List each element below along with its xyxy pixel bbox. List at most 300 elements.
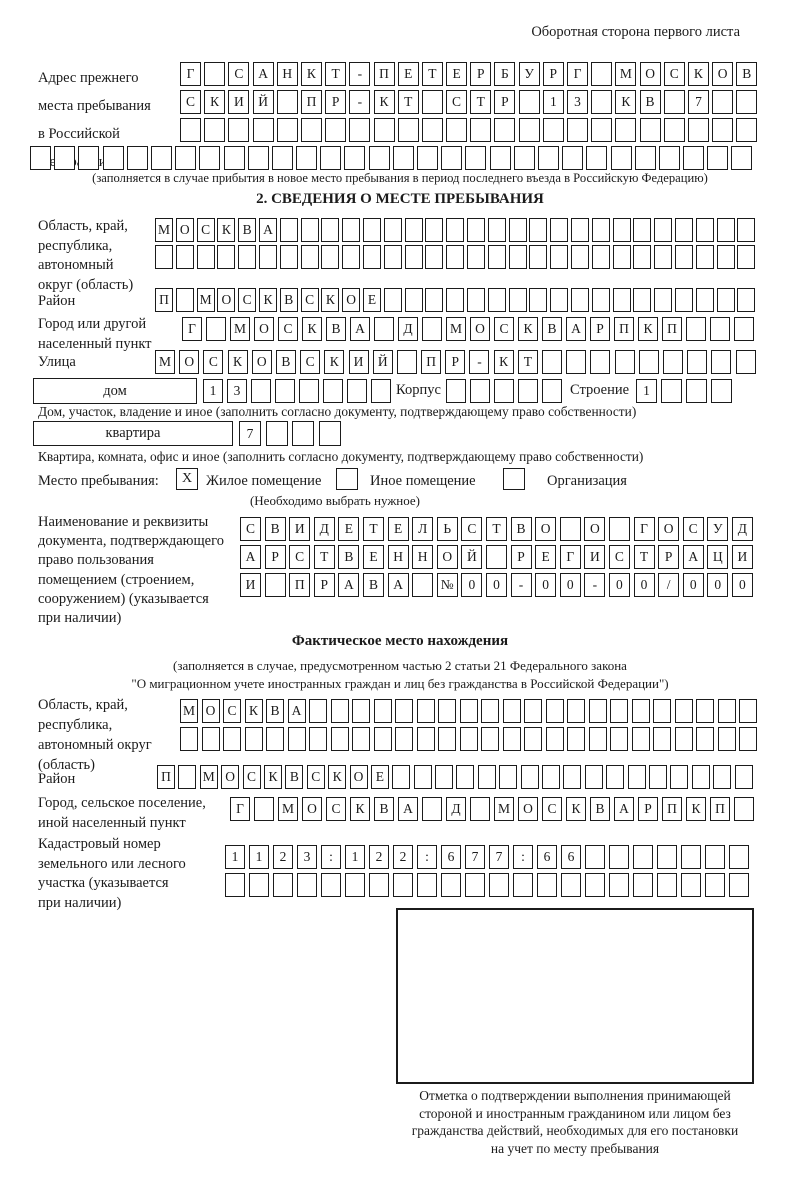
char-cell: Й [373,350,393,374]
char-cell [632,727,650,751]
char-cell [717,245,735,269]
mesto-option-inoe-label: Иное помещение [370,473,476,489]
char-cell [331,727,349,751]
fact-oblast-row-2 [180,727,761,751]
stamp-box [396,908,754,1084]
char-cell: К [259,288,277,312]
char-cell: С [301,288,319,312]
char-cell [696,245,714,269]
char-cell [374,118,395,142]
char-cell [524,699,542,723]
char-cell: 0 [732,573,753,597]
char-cell [542,379,562,403]
char-cell [592,218,610,242]
s2-gorod-label [38,314,152,354]
char-cell [393,146,414,170]
char-cell: М [446,317,466,341]
char-cell: О [202,699,220,723]
char-cell: Д [314,517,335,541]
char-cell [384,218,402,242]
char-cell: У [519,62,540,86]
char-cell: 0 [486,573,507,597]
char-cell: А [388,573,409,597]
char-cell: С [197,218,215,242]
kadastr-label [38,835,186,913]
char-cell: 6 [561,845,581,869]
label-line: в Российской [38,126,120,142]
char-cell: 0 [683,573,704,597]
char-cell: Д [446,797,466,821]
char-cell [405,245,423,269]
char-cell [664,90,685,114]
char-cell: О [535,517,556,541]
char-cell: П [614,317,634,341]
char-cell: / [658,573,679,597]
stamp-caption [365,1087,785,1157]
s2-gorod-row [182,317,758,341]
char-cell [737,245,755,269]
char-cell [273,873,293,897]
label-line: Область, край, [38,697,128,713]
s2-ulitsa-row [155,350,760,374]
char-cell [649,765,667,789]
char-cell [670,765,688,789]
char-cell [412,573,433,597]
char-cell [206,317,226,341]
char-cell [417,873,437,897]
char-cell [175,146,196,170]
char-cell [529,288,547,312]
char-cell: 1 [345,845,365,869]
kvartira-note: Квартира, комната, офис и иное (заполнить согласно документу, подтверждающему право собственности) [38,449,644,464]
char-cell: К [321,288,339,312]
char-cell [417,146,438,170]
char-cell [199,146,220,170]
char-cell: С [228,62,249,86]
char-cell [731,146,752,170]
char-cell [591,90,612,114]
char-cell: И [240,573,261,597]
char-cell: С [180,90,201,114]
char-cell: Д [398,317,418,341]
stroenie-cells [636,379,736,403]
char-cell: 2 [273,845,293,869]
char-cell: В [640,90,661,114]
char-cell: В [374,797,394,821]
char-cell [223,727,241,751]
char-cell: 0 [461,573,482,597]
char-cell [470,118,491,142]
char-cell: С [307,765,325,789]
label-line: сооружением) (указывается [38,590,209,607]
doc-row-2 [240,545,756,569]
char-cell [319,421,341,446]
char-cell: И [349,350,369,374]
char-cell [609,845,629,869]
char-cell [633,288,651,312]
char-cell: 0 [634,573,655,597]
char-cell [280,218,298,242]
mesto-checkbox-org [503,468,525,490]
char-cell [562,146,583,170]
char-cell [729,845,749,869]
s2-oblast-row-1 [155,218,758,242]
char-cell [711,350,731,374]
char-cell [414,765,432,789]
char-cell [518,379,538,403]
label-line: на учет по месту пребывания [490,1140,660,1156]
char-cell [521,765,539,789]
char-cell [460,699,478,723]
char-cell [435,765,453,789]
char-cell: : [513,845,533,869]
char-cell [736,118,757,142]
char-cell: П [374,62,395,86]
char-cell: 1 [543,90,564,114]
char-cell [398,118,419,142]
char-cell [585,765,603,789]
char-cell: С [240,517,261,541]
prev-address-row-4 [30,146,756,170]
char-cell: П [289,573,310,597]
label-line: участка (указывается [38,875,169,891]
char-cell: И [732,545,753,569]
char-cell [417,727,435,751]
doc-row-3 [240,573,756,597]
char-cell: П [155,288,173,312]
char-cell: П [662,317,682,341]
char-cell [729,873,749,897]
mesto-note: (Необходимо выбрать нужное) [249,493,421,508]
char-cell: О [217,288,235,312]
char-cell [591,118,612,142]
char-cell: - [469,350,489,374]
char-cell [490,146,511,170]
char-cell: И [228,90,249,114]
char-cell [675,699,693,723]
char-cell [737,288,755,312]
char-cell [524,727,542,751]
char-cell: Г [180,62,201,86]
char-cell: В [363,573,384,597]
char-cell [301,118,322,142]
char-cell [654,218,672,242]
char-cell: А [683,545,704,569]
char-cell [323,379,343,403]
char-cell [737,218,755,242]
char-cell [299,379,319,403]
label-line: Область, край, [38,218,128,234]
char-cell [711,379,732,403]
label-line: населенный пункт [38,336,152,352]
char-cell: Б [494,62,515,86]
char-cell: К [615,90,636,114]
char-cell: М [180,699,198,723]
char-cell: К [228,350,248,374]
char-cell [320,146,341,170]
char-cell [717,288,735,312]
section2-title: 2. СВЕДЕНИЯ О МЕСТЕ ПРЕБЫВАНИЯ [256,191,544,207]
char-cell: Т [325,62,346,86]
char-cell: О [350,765,368,789]
char-cell [542,350,562,374]
dom-box: дом [33,378,197,404]
char-cell [465,873,485,897]
mesto-option-org-label: Организация [547,473,627,489]
char-cell: Р [470,62,491,86]
char-cell: П [710,797,730,821]
char-cell: Т [634,545,655,569]
char-cell: № [437,573,458,597]
char-cell: 7 [489,845,509,869]
char-cell [54,146,75,170]
char-cell: О [658,517,679,541]
char-cell: С [683,517,704,541]
char-cell: А [259,218,277,242]
char-cell [217,245,235,269]
char-cell [710,317,730,341]
char-cell [692,765,710,789]
char-cell [550,218,568,242]
char-cell [657,873,677,897]
char-cell: М [155,218,173,242]
char-cell [566,350,586,374]
char-cell [176,288,194,312]
char-cell [591,62,612,86]
label-line: иной населенный пункт [38,815,186,831]
char-cell [488,245,506,269]
char-cell: В [590,797,610,821]
char-cell: А [398,797,418,821]
char-cell: П [662,797,682,821]
char-cell [467,245,485,269]
char-cell [344,146,365,170]
char-cell: С [289,545,310,569]
char-cell: М [200,765,218,789]
char-cell [590,350,610,374]
char-cell [538,146,559,170]
char-cell: Р [638,797,658,821]
stroenie-label: Строение [570,382,630,398]
char-cell [441,146,462,170]
char-cell: Т [518,350,538,374]
char-cell: О [584,517,605,541]
char-cell: : [417,845,437,869]
char-cell [275,379,295,403]
char-cell [717,218,735,242]
char-cell [259,245,277,269]
char-cell [397,350,417,374]
char-cell [422,317,442,341]
char-cell: К [245,699,263,723]
char-cell: К [374,90,395,114]
char-cell [592,245,610,269]
label-line: документа, подтверждающего [38,533,224,550]
char-cell [550,245,568,269]
char-cell [610,699,628,723]
char-cell [265,573,286,597]
char-cell [543,118,564,142]
char-cell [519,118,540,142]
char-cell [718,727,736,751]
char-cell [331,699,349,723]
char-cell: С [278,317,298,341]
label-line: автономный округ [38,737,152,753]
char-cell [585,845,605,869]
char-cell: К [204,90,225,114]
mesto-checkbox-zhiloe: X [176,468,198,490]
char-cell [422,90,443,114]
char-cell: В [736,62,757,86]
char-cell [321,873,341,897]
char-cell [571,218,589,242]
char-cell: Д [732,517,753,541]
char-cell [374,727,392,751]
char-cell [705,845,725,869]
char-cell: 7 [465,845,485,869]
char-cell: О [221,765,239,789]
char-cell: 7 [688,90,709,114]
char-cell [686,317,706,341]
char-cell [446,245,464,269]
char-cell [369,146,390,170]
char-cell [696,727,714,751]
char-cell: М [197,288,215,312]
char-cell [688,118,709,142]
char-cell [481,727,499,751]
char-cell: Р [265,545,286,569]
char-cell: М [615,62,636,86]
char-cell [563,765,581,789]
char-cell [288,727,306,751]
char-cell: Р [325,90,346,114]
char-cell: Й [461,545,482,569]
char-cell [735,765,753,789]
char-cell [342,218,360,242]
char-cell [610,727,628,751]
char-cell [254,797,274,821]
label-line: республика, [38,717,113,733]
char-cell: А [288,699,306,723]
char-cell: К [328,765,346,789]
char-cell [321,245,339,269]
kvartira-cells [239,421,345,446]
char-cell: С [326,797,346,821]
char-cell: 3 [567,90,588,114]
char-cell [503,727,521,751]
char-cell [494,118,515,142]
char-cell [103,146,124,170]
char-cell: - [349,62,370,86]
char-cell [615,350,635,374]
char-cell: С [609,545,630,569]
fact-oblast-label [38,695,152,775]
char-cell: 1 [225,845,245,869]
char-cell: Е [535,545,556,569]
char-cell [392,765,410,789]
char-cell [675,218,693,242]
char-cell [456,765,474,789]
char-cell: Т [398,90,419,114]
char-cell [467,288,485,312]
char-cell: В [511,517,532,541]
char-cell: Е [371,765,389,789]
s2-raion-label: Район [38,293,76,309]
char-cell [546,699,564,723]
label-line: Город или другой [38,316,147,332]
char-cell: 7 [239,421,261,446]
char-cell [228,118,249,142]
char-cell: Е [338,517,359,541]
char-cell [441,873,461,897]
char-cell: К [686,797,706,821]
dom-cells [203,379,395,403]
label-line: при наличии) [38,894,122,911]
fact-title: Фактическое место нахождения [291,633,509,649]
char-cell [425,218,443,242]
label-line: Город, сельское поселение, [38,795,206,811]
char-cell [249,873,269,897]
char-cell [347,379,367,403]
char-cell [309,699,327,723]
char-cell: 3 [227,379,247,403]
char-cell [180,727,198,751]
char-cell [609,517,630,541]
char-cell [395,699,413,723]
char-cell: С [494,317,514,341]
char-cell: К [324,350,344,374]
char-cell: В [542,317,562,341]
char-cell [363,245,381,269]
char-cell: В [338,545,359,569]
char-cell [438,699,456,723]
char-cell: - [584,573,605,597]
char-cell: А [614,797,634,821]
char-cell [425,245,443,269]
char-cell: О [252,350,272,374]
label-line: стороной и иностранным гражданином или лицом без [419,1105,731,1121]
char-cell [681,845,701,869]
char-cell: О [342,288,360,312]
char-cell [405,218,423,242]
char-cell: Г [634,517,655,541]
char-cell [494,379,514,403]
s2-ulitsa-label: Улица [38,354,76,370]
char-cell [567,118,588,142]
char-cell [567,699,585,723]
char-cell [739,727,757,751]
label-line: гражданства действий, необходимых для его постановки [411,1123,739,1138]
char-cell [245,727,263,751]
char-cell [384,288,402,312]
char-cell [718,699,736,723]
char-cell [481,699,499,723]
label-line: (область) [38,757,95,773]
char-cell [176,245,194,269]
char-cell [280,245,298,269]
char-cell: В [266,699,284,723]
char-cell: М [278,797,298,821]
char-cell: К [302,317,322,341]
char-cell: А [253,62,274,86]
char-cell [654,288,672,312]
char-cell [266,421,288,446]
char-cell [509,288,527,312]
char-cell [460,727,478,751]
char-cell: Р [590,317,610,341]
char-cell [628,765,646,789]
label-line: Наименование и реквизиты [38,514,209,530]
